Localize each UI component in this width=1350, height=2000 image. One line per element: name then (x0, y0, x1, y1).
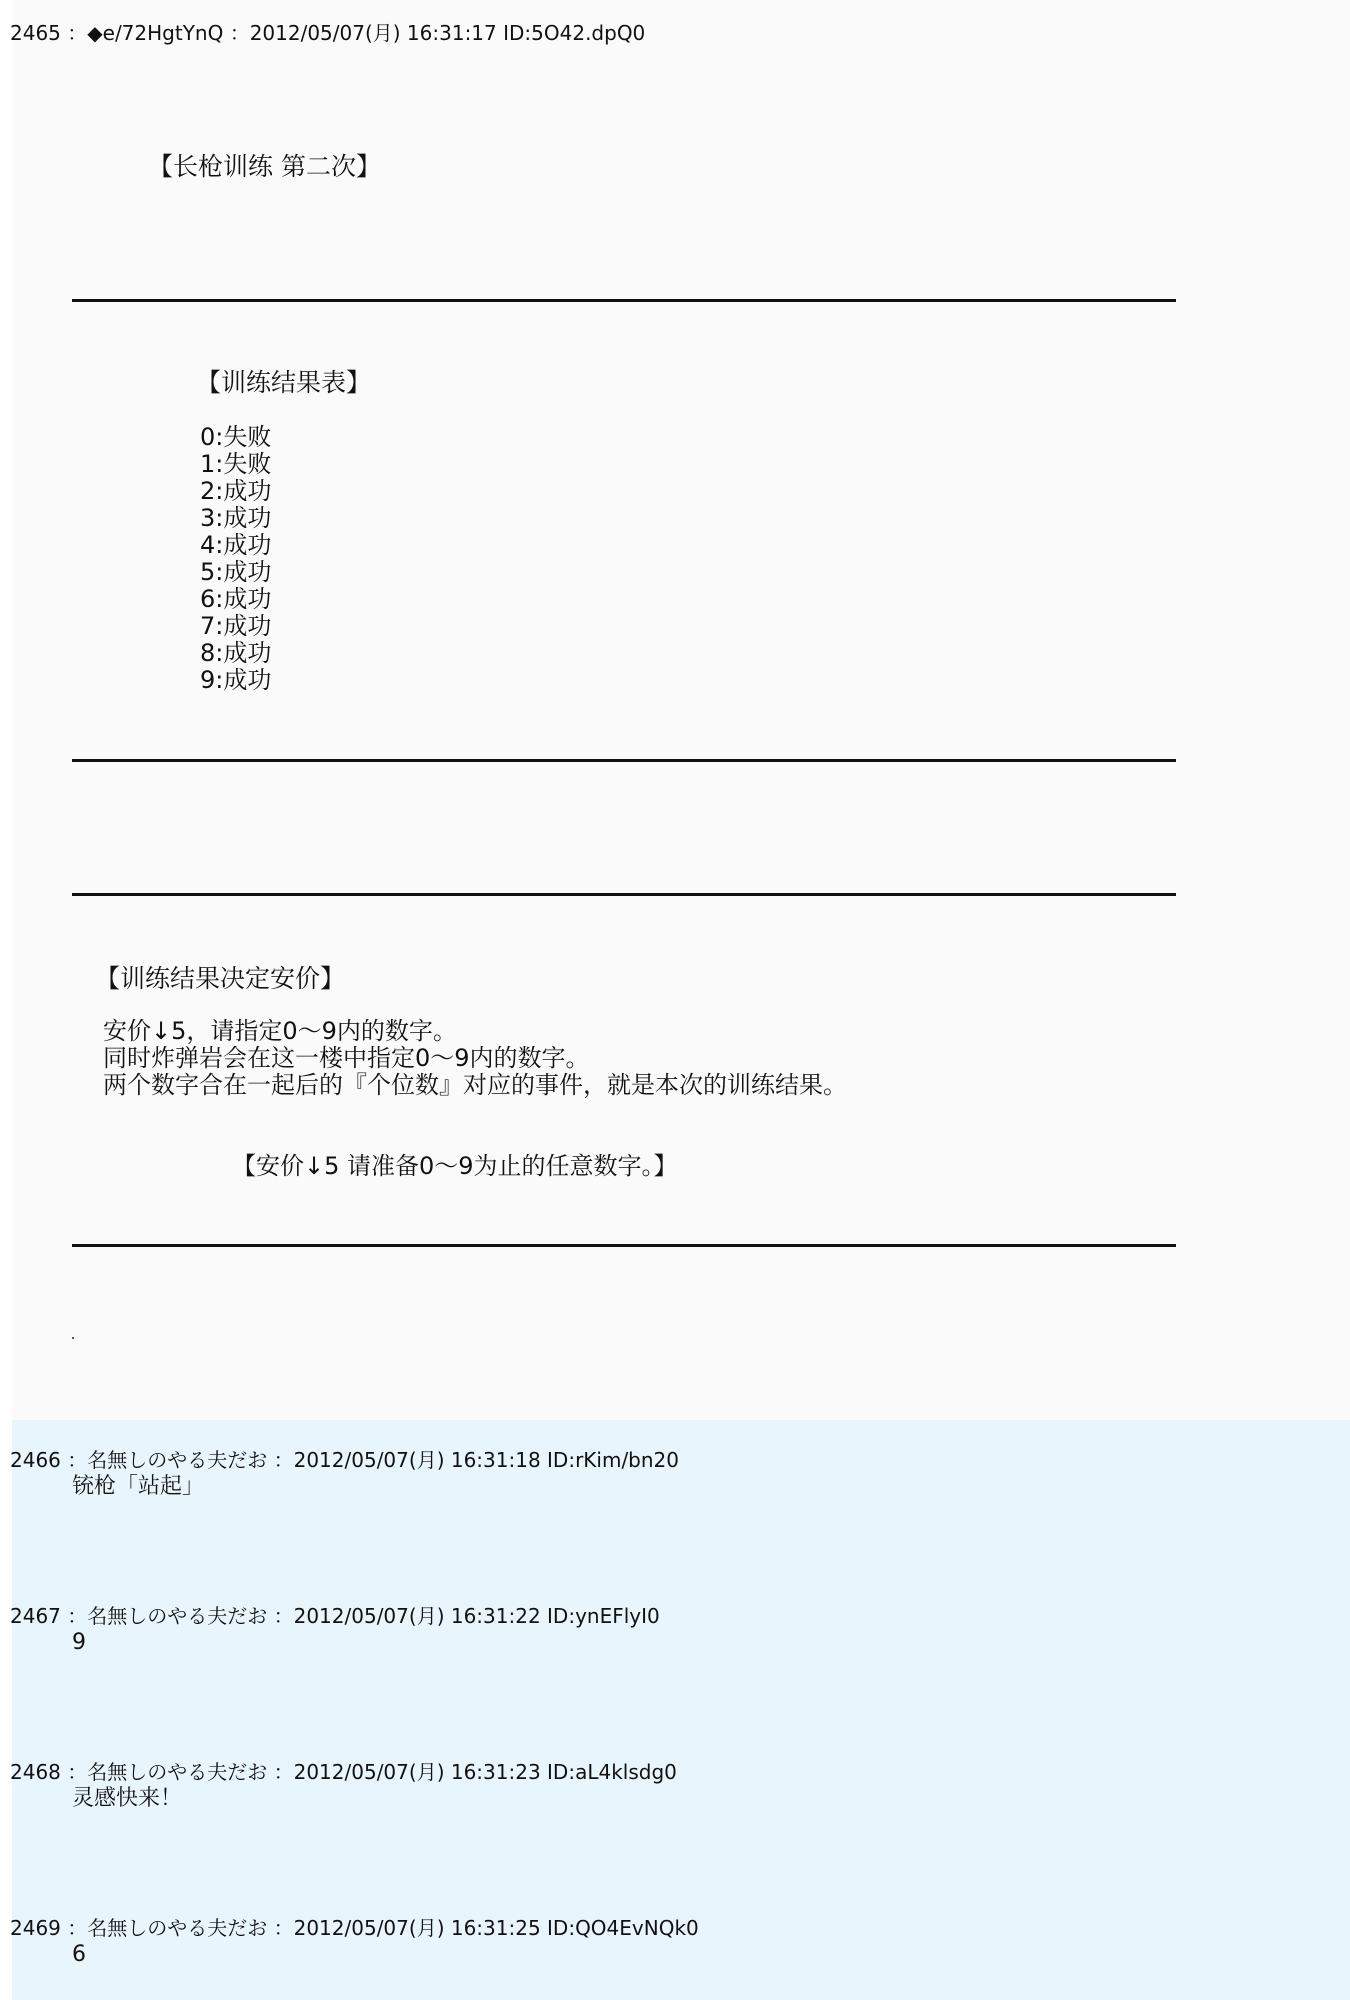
reply-body-2469: 6 (72, 1942, 86, 1967)
divider-4 (72, 1244, 1176, 1247)
main-post-header: 2465 ：◆e/72HgtYnQ ：2012/05/07(月) 16:31:17 ID:5O42.dpQ0 (10, 21, 646, 45)
result-table-list (200, 424, 271, 694)
result-table-heading: 【训练结果表】 (196, 368, 372, 397)
reply-body-2467: 9 (72, 1630, 86, 1655)
result-row-0: 0:失败 (200, 423, 272, 451)
divider-1 (72, 299, 1176, 302)
replies-panel (12, 1420, 1350, 2000)
main-post-panel (12, 0, 1350, 1420)
result-row-3: 3:成功 (200, 504, 272, 532)
reply-header-2467: 2467 ：名無しのやる夫だお ：2012/05/07(月) 16:31:22 ID:ynEFlyI0 (10, 1604, 660, 1628)
divider-3 (72, 893, 1176, 896)
reply-body-2466: 铳枪「站起」 (72, 1474, 205, 1499)
result-row-2: 2:成功 (200, 477, 272, 505)
decision-prompt: 【安价↓5 请准备0～9为止的任意数字。】 (232, 1152, 678, 1180)
decision-heading: 【训练结果决定安价】 (95, 964, 346, 993)
divider-2 (72, 759, 1176, 762)
reply-header-2468: 2468 ：名無しのやる夫だお ：2012/05/07(月) 16:31:23 ID:aL4klsdg0 (10, 1760, 677, 1784)
reply-header-2469: 2469 ：名無しのやる夫だお ：2012/05/07(月) 16:31:25 ID:QO4EvNQk0 (10, 1916, 699, 1940)
decision-line-3: 两个数字合在一起后的『个位数』对应的事件，就是本次的训练结果。 (103, 1071, 847, 1099)
result-row-7: 7:成功 (200, 612, 272, 640)
reply-body-2468: 灵感快来！ (72, 1786, 183, 1811)
result-row-6: 6:成功 (200, 585, 272, 613)
result-row-8: 8:成功 (200, 639, 272, 667)
reply-header-2466: 2466 ：名無しのやる夫だお ：2012/05/07(月) 16:31:18 ID:rKim/bn20 (10, 1448, 680, 1472)
trailing-mark (72, 1337, 74, 1339)
decision-line-1: 安价↓5，请指定0～9内的数字。 (103, 1017, 457, 1045)
result-row-1: 1:失败 (200, 450, 272, 478)
result-row-9: 9:成功 (200, 666, 272, 694)
post-title: 【长枪训练 第二次】 (148, 152, 381, 181)
result-row-5: 5:成功 (200, 558, 272, 586)
decision-line-2: 同时炸弹岩会在这一楼中指定0～9内的数字。 (103, 1044, 590, 1072)
result-row-4: 4:成功 (200, 531, 272, 559)
